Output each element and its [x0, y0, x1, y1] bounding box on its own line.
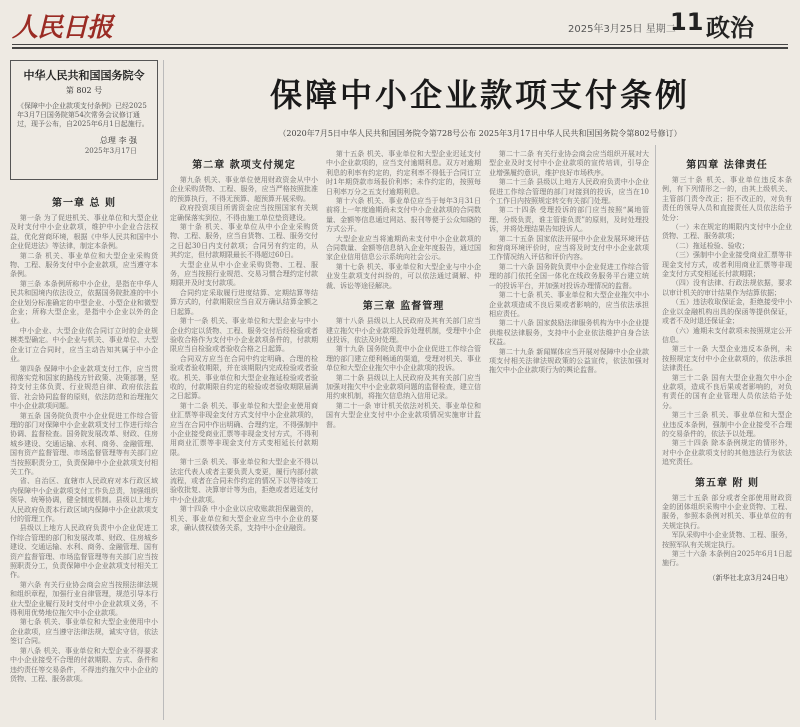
article-column-3	[326, 150, 481, 723]
column-4-paragraphs	[489, 150, 649, 376]
article-paragraph: 第十九条 国务院负责中小企业促进工作综合管理的部门建立便利畅通的渠道，受理对机关、事业单位和大型企业拖欠中小企业款项的投诉。	[326, 345, 481, 373]
article-paragraph: 第八条 机关、事业单位和大型企业不得要求中小企业接受不合理的付款期限、方式、条件和违约责任等交易条件，不得违约拖欠中小企业的货物、工程、服务款项。	[10, 646, 158, 683]
article-paragraph: 第三十四条 除本条例规定的情形外，对中小企业款项支付的其他违法行为依法追究责任。	[662, 439, 792, 467]
article-paragraph: 合同双方应当在合同中约定明确、合理的检验或者验收期限，并在该期限内完成检验或者验收。机关、事业单位和大型企业拖延检验或者验收的，付款期限自约定的检验或者验收期限届满之日起算。	[170, 354, 318, 401]
article-paragraph: 第二十八条 国家鼓励法律服务机构为中小企业提供维权法律服务，支持中小企业依法维护自身合法权益。	[489, 319, 649, 347]
editor-note: （新华社北京3月24日电）	[708, 573, 792, 582]
chapter-heading: 第一章 总 则	[52, 198, 116, 209]
masthead-rule-thick	[12, 47, 788, 49]
article-paragraph: 政府投资项目所需资金应当按照国家有关规定确保落实到位，不得由施工单位垫资建设。	[170, 204, 318, 222]
column-3-paragraphs-bottom	[326, 317, 481, 430]
article-paragraph: 大型企业应当将逾期尚未支付中小企业款项的合同数量、金额等信息纳入企业年度报告，通过国家企业信用信息公示系统向社会公示。	[326, 234, 481, 262]
article-paragraph: （三）强制中小企业接受商业汇票等非现金支付方式，或者利用商业汇票等非现金支付方式变相延长付款期限；	[662, 251, 792, 279]
article-paragraph: 第一条 为了促进机关、事业单位和大型企业及时支付中小企业款项，维护中小企业合法权益，优化营商环境，根据《中华人民共和国中小企业促进法》等法律，制定本条例。	[10, 214, 158, 251]
article-paragraph: 省、自治区、直辖市人民政府对本行政区域内保障中小企业款项支付工作负总责，加强组织领导、统筹协调，健全制度机制。县级以上地方人民政府负责本行政区域内保障中小企业款项支付的管理工作。	[10, 477, 158, 523]
article-paragraph: 第四条 保障中小企业款项支付工作，应当贯彻落实党和国家的路线方针政策、决策部署，坚持支付主体负责、行业规范自律、政府依法监管、社会协同监督的原则，依法防范和治理拖欠中小企业款项问题。	[10, 364, 158, 411]
article-paragraph: 中小企业、大型企业依合同订立时的企业规模类型确定。中小企业与机关、事业单位、大型企业订立合同时，应当主动告知其属于中小企业。	[10, 326, 158, 364]
masthead-rule	[12, 44, 788, 45]
column-divider	[163, 60, 164, 720]
article-paragraph: 第九条 机关、事业单位使用财政资金从中小企业采购货物、工程、服务，应当严格按照批准的预算执行，不得无预算、超预算开展采购。	[170, 176, 318, 203]
article-paragraph: 第二十三条 县级以上地方人民政府负责中小企业促进工作综合管理的部门对接到的投诉，应当在10个工作日内按照规定转交有关部门处理。	[489, 178, 649, 206]
article-paragraph: 第二十七条 机关、事业单位和大型企业拖欠中小企业款项造成不良后果或者影响的，应当依法承担相应责任。	[489, 291, 649, 318]
article-paragraph: 第十三条 机关、事业单位和大型企业不得以法定代表人或者主要负责人变更，履行内部付款流程，或者在合同未作约定的情况下以等待竣工验收批复、决算审计等为由，拒绝或者迟延支付中小企业款项。	[170, 458, 318, 504]
article-column-5	[662, 150, 792, 723]
article-column-4	[489, 150, 649, 723]
article-paragraph: （四）没有法律、行政法规依据，要求以审计机关的审计结果作为结算依据；	[662, 279, 792, 297]
article-paragraph: 第二十四条 受理投诉的部门应当按照“属地管理、分级负责，谁主管谁负责”的原则，及时处理投诉，并将处理结果告知投诉人。	[489, 206, 649, 234]
article-paragraph: 第二十一条 审计机关依法对机关、事业单位和国有大型企业支付中小企业款项情况实施审计监督。	[326, 401, 481, 429]
article-paragraph: 第七条 机关、事业单位和大型企业使用中小企业款项，应当遵守法律法规，诚实守信，依法签订合同。	[10, 618, 158, 646]
decree-title: 中华人民共和国国务院令	[23, 69, 145, 82]
decree-signature: 总理 李 强	[99, 136, 137, 145]
article-paragraph: 第三十五条 部分或者全部使用财政资金的团体组织采购中小企业货物、工程、服务，参照本条例对机关、事业单位的有关规定执行。	[662, 493, 792, 530]
article-paragraph: （六）逾期未支付款项未按照规定公开信息。	[662, 326, 792, 344]
article-paragraph: （一）未在规定的期限内支付中小企业货物、工程、服务款项；	[662, 223, 792, 241]
article-paragraph: 第十五条 机关、事业单位和大型企业迟延支付中小企业款项的，应当支付逾期利息。双方对逾期利息的利率有约定的，约定利率不得低于合同订立时1年期贷款市场报价利率；未作约定的，按照每日利率万分之五支付逾期利息。	[326, 150, 481, 196]
chapter-heading: 第二章 款项支付规定	[192, 160, 296, 171]
issue-date: 2025年3月25日 星期二	[568, 24, 676, 35]
article-paragraph: 第二十条 县级以上人民政府及其有关部门应当加强对拖欠中小企业款项问题的监督检查，建立信用约束机制，将拖欠信息纳入信用记录。	[326, 373, 481, 401]
article-paragraph: 第二条 机关、事业单位和大型企业采购货物、工程、服务支付中小企业款项，应当遵守本条例。	[10, 251, 158, 279]
article-paragraph: 第三十条 机关、事业单位违反本条例，有下列情形之一的，由其上级机关、主管部门责令改正；拒不改正的，对负有责任的领导人员和直接责任人员依法给予处分：	[662, 176, 792, 222]
article-paragraph: 第十四条 中小企业以应收账款担保融资的，机关、事业单位和大型企业应当中小企业的要求，确认债权债务关系，支持中小企业融资。	[170, 505, 318, 533]
article-paragraph: （二）拖延检验、验收；	[671, 241, 749, 250]
chapter-heading: 第四章 法律责任	[686, 160, 768, 171]
article-paragraph: 第三十三条 机关、事业单位和大型企业违反本条例，强制中小企业接受不合理的交易条件的，依法予以处理。	[662, 411, 792, 438]
article-paragraph: 第二十五条 国家依法开展中小企业发展环境评估和营商环境评价时，应当将及时支付中小企业款项工作情况纳入评估和评价内容。	[489, 234, 649, 262]
article-paragraph: 第三条 本条例所称中小企业，是指在中华人民共和国境内依法设立，依据国务院批准的中小企业划分标准确定的中型企业、小型企业和微型企业；所称大型企业，是指中小企业以外的企业。	[10, 279, 158, 326]
column-divider	[655, 145, 656, 720]
article-paragraph: 第二十二条 有关行业协会商会应当组织开展对大型企业及时支付中小企业款项的宣传培训，引导企业增强履约意识，维护良好市场秩序。	[489, 150, 649, 177]
article-paragraph: 合同约定采取履行进度结算、定期结算等结算方式的，付款期限应当自双方确认结算金额之日起算。	[170, 288, 318, 316]
article-paragraph: 第十一条 机关、事业单位和大型企业与中小企业约定以货物、工程、服务交付后经检验或者验收合格作为支付中小企业款项条件的，付款期限应当自检验或者验收合格之日起算。	[170, 317, 318, 354]
article-paragraph: 第十二条 机关、事业单位和大型企业使用商业汇票等非现金支付方式支付中小企业款项的，应当在合同中作出明确、合理约定，不得强制中小企业接受商业汇票等非现金支付方式，不得利用商业汇票等非现金支付方式变相延长付款期限。	[170, 401, 318, 457]
article-paragraph: 第二十九条 新闻媒体应当开展对保障中小企业款项支付相关法律法规政策的公益宣传，依法加强对拖欠中小企业款项行为的舆论监督。	[489, 347, 649, 375]
chapter-heading: 第三章 监督管理	[362, 301, 445, 313]
column-5-paragraphs-top	[662, 176, 792, 468]
section-name: 政治	[706, 13, 754, 42]
article-paragraph: 第六条 有关行业协会商会应当按照法律法规和组织章程，加强行业自律管理，规范引导本行业大型企业履行及时支付中小企业款项义务，不得利用优势地位拖欠中小企业款项。	[10, 580, 158, 618]
article-paragraph: 第十六条 机关、事业单位应当于每年3月31日前将上一年度逾期尚未支付中小企业款项的合同数量、金额等信息通过网站、报刊等便于公众知晓的方式公开。	[326, 197, 481, 234]
column-2-paragraphs	[170, 176, 318, 533]
masthead	[0, 0, 800, 44]
regulation-title: 保障中小企业款项支付条例	[269, 76, 690, 114]
article-paragraph: 第三十六条 本条例自2025年6月1日起施行。	[662, 550, 792, 568]
decree-date: 2025年3月17日	[84, 147, 137, 155]
article-paragraph: 第十八条 县级以上人民政府及其有关部门应当建立拖欠中小企业款项投诉处理机制，受理中小企业投诉，依法及时处理。	[326, 317, 481, 344]
article-paragraph: 第三十一条 大型企业违反本条例，未按照规定支付中小企业款项的，依法承担法律责任。	[662, 345, 792, 373]
adoption-note: （2020年7月5日中华人民共和国国务院令第728号公布 2025年3月17日中华人民共和国国务院令第802号修订）	[278, 129, 682, 138]
article-paragraph: 第三十二条 国有大型企业拖欠中小企业款项，造成不良后果或者影响的，对负有责任的国有企业管理人员依法给予处分。	[662, 373, 792, 410]
article-paragraph: 第十条 机关、事业单位从中小企业采购货物、工程、服务，应当自货物、工程、服务交付之日起30日内支付款项；合同另有约定的，从其约定，但付款期限最长不得超过60日。	[170, 223, 318, 260]
article-paragraph: 县级以上地方人民政府负责中小企业促进工作综合管理的部门和发展改革、财政、住房城乡建设、交通运输、水利、商务、金融管理、国有资产监督管理、市场监督管理等有关部门应当按照职责分工，负责保障中小企业款项支付相关工作。	[10, 524, 158, 580]
column-3-paragraphs-top	[326, 150, 481, 291]
chapter-heading: 第五章 附 则	[695, 477, 759, 489]
article-paragraph: 第二十六条 国务院负责中小企业促进工作综合管理的部门依托全国一体化在线政务服务平台建立统一的投诉平台，并加强对投诉办理情况的监督。	[489, 262, 649, 290]
article-paragraph: 军队采购中小企业货物、工程、服务，按照军队有关规定执行。	[662, 531, 792, 549]
page-number: 11	[670, 8, 704, 36]
article-paragraph: 第十七条 机关、事业单位和大型企业与中小企业发生款项支付纠纷的，可以依法通过调解、仲裁、诉讼等途径解决。	[326, 262, 481, 290]
state-council-decree-box	[10, 60, 158, 180]
article-paragraph: 第五条 国务院负责中小企业促进工作综合管理的部门对保障中小企业款项支付工作进行综合协调、监督检查。国务院发展改革、财政、住房城乡建设、交通运输、水利、商务、金融管理、国有资产监督管理、市场监督管理等有关部门应当按照职责分工，负责保障中小企业款项支付相关工作。	[10, 411, 158, 476]
newspaper-logo: 人民日报	[12, 13, 113, 43]
article-paragraph: （五）违法收取保证金，拒绝接受中小企业以金融机构出具的保函等提供保证，或者不及时退还保证金；	[662, 298, 792, 326]
decree-number: 第 802 号	[65, 86, 103, 95]
article-column-1	[10, 188, 158, 723]
decree-body: 《保障中小企业款项支付条例》已经2025年3月7日国务院第54次常务会议修订通过，现予公布，自2025年6月1日起施行。	[17, 102, 149, 128]
column-5-paragraphs-bottom	[662, 494, 792, 569]
article-column-2	[170, 150, 318, 723]
column-1-paragraphs	[10, 214, 158, 684]
article-paragraph: 大型企业从中小企业采购货物、工程、服务，应当按照行业规范、交易习惯合理约定付款期限并及时支付款项。	[170, 260, 318, 288]
